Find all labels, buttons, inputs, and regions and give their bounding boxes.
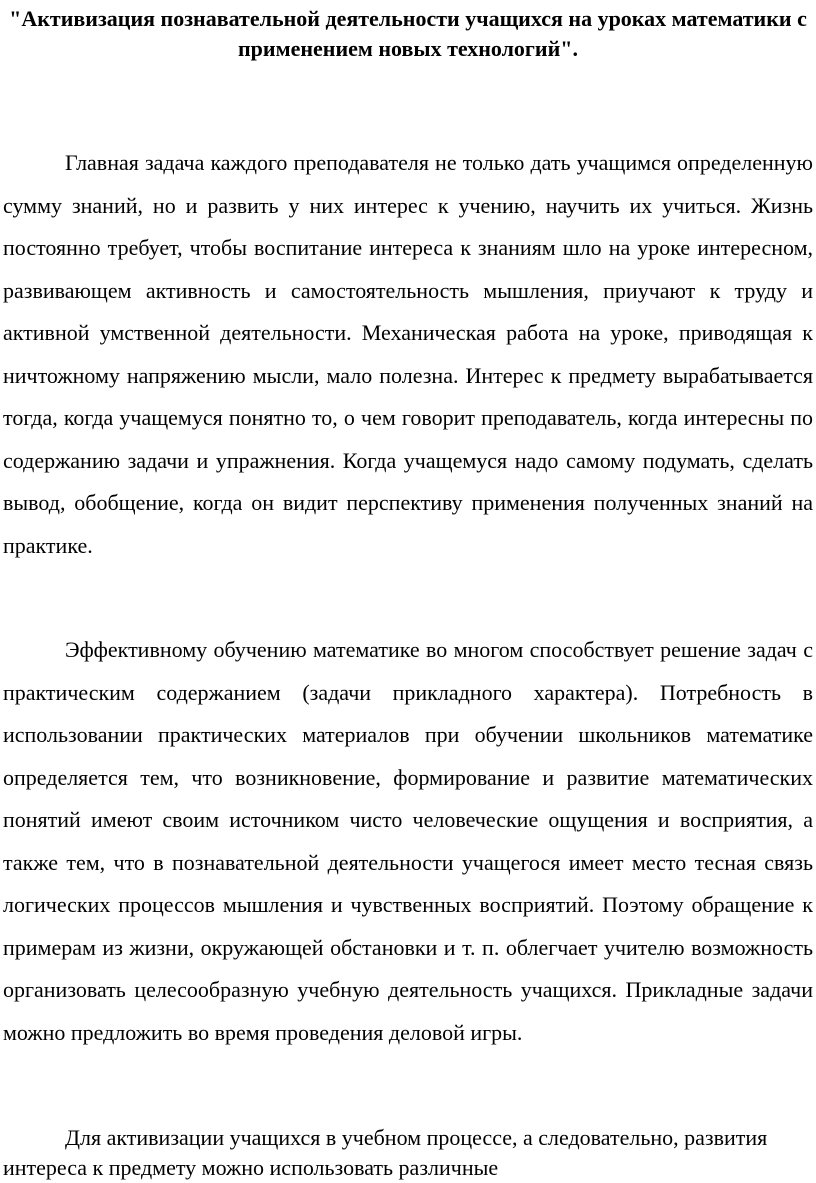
- document-title: "Активизация познавательной деятельности учащихся на уроках математики с применением новых технологий".: [9, 6, 807, 61]
- paragraph-1: Главная задача каждого преподавателя не только дать учащимся определенную сумму знаний, но и развить у них интерес к учению, научить их учиться. Жизнь постоянно требует, чтобы воспитание интереса к знаниям шло на уроке интересном, развивающем активность и самостоятельность мышления, приучают к труду и активной умственной деятельности. Механическая работа на уроке, приводящая к ничтожному напряжению мысли, мало полезна. Интерес к предмету вырабатывается тогда, когда учащемуся понятно то, о чем говорит преподаватель, когда интересны по содержанию задачи и упражнения. Когда учащемуся надо самому подумать, сделать вывод, обобщение, когда он видит перспективу применения полученных знаний на практике.: [3, 150, 813, 558]
- paragraph-2: Эффективному обучению математике во многом способствует решение задач с практическим содержанием (задачи прикладного характера). Потребность в использовании практических материалов при обучении школьников математике определяется тем, что возникновение, формирование и развитие математических понятий имеют своим источником чисто человеческие ощущения и восприятия, а также тем, что в познавательной деятельности учащегося имеет место тесная связь логических процессов мышления и чувственных восприятий. Поэтому обращение к примерам из жизни, окружающей обстановки и т. п. облегчает учителю возможность организовать целесообразную учебную деятельность учащихся. Прикладные задачи можно предложить во время проведения деловой игры.: [3, 637, 813, 1045]
- paragraph-3: Для активизации учащихся в учебном процессе, а следовательно, развития интереса к предмету можно использовать различные: [3, 1125, 768, 1180]
